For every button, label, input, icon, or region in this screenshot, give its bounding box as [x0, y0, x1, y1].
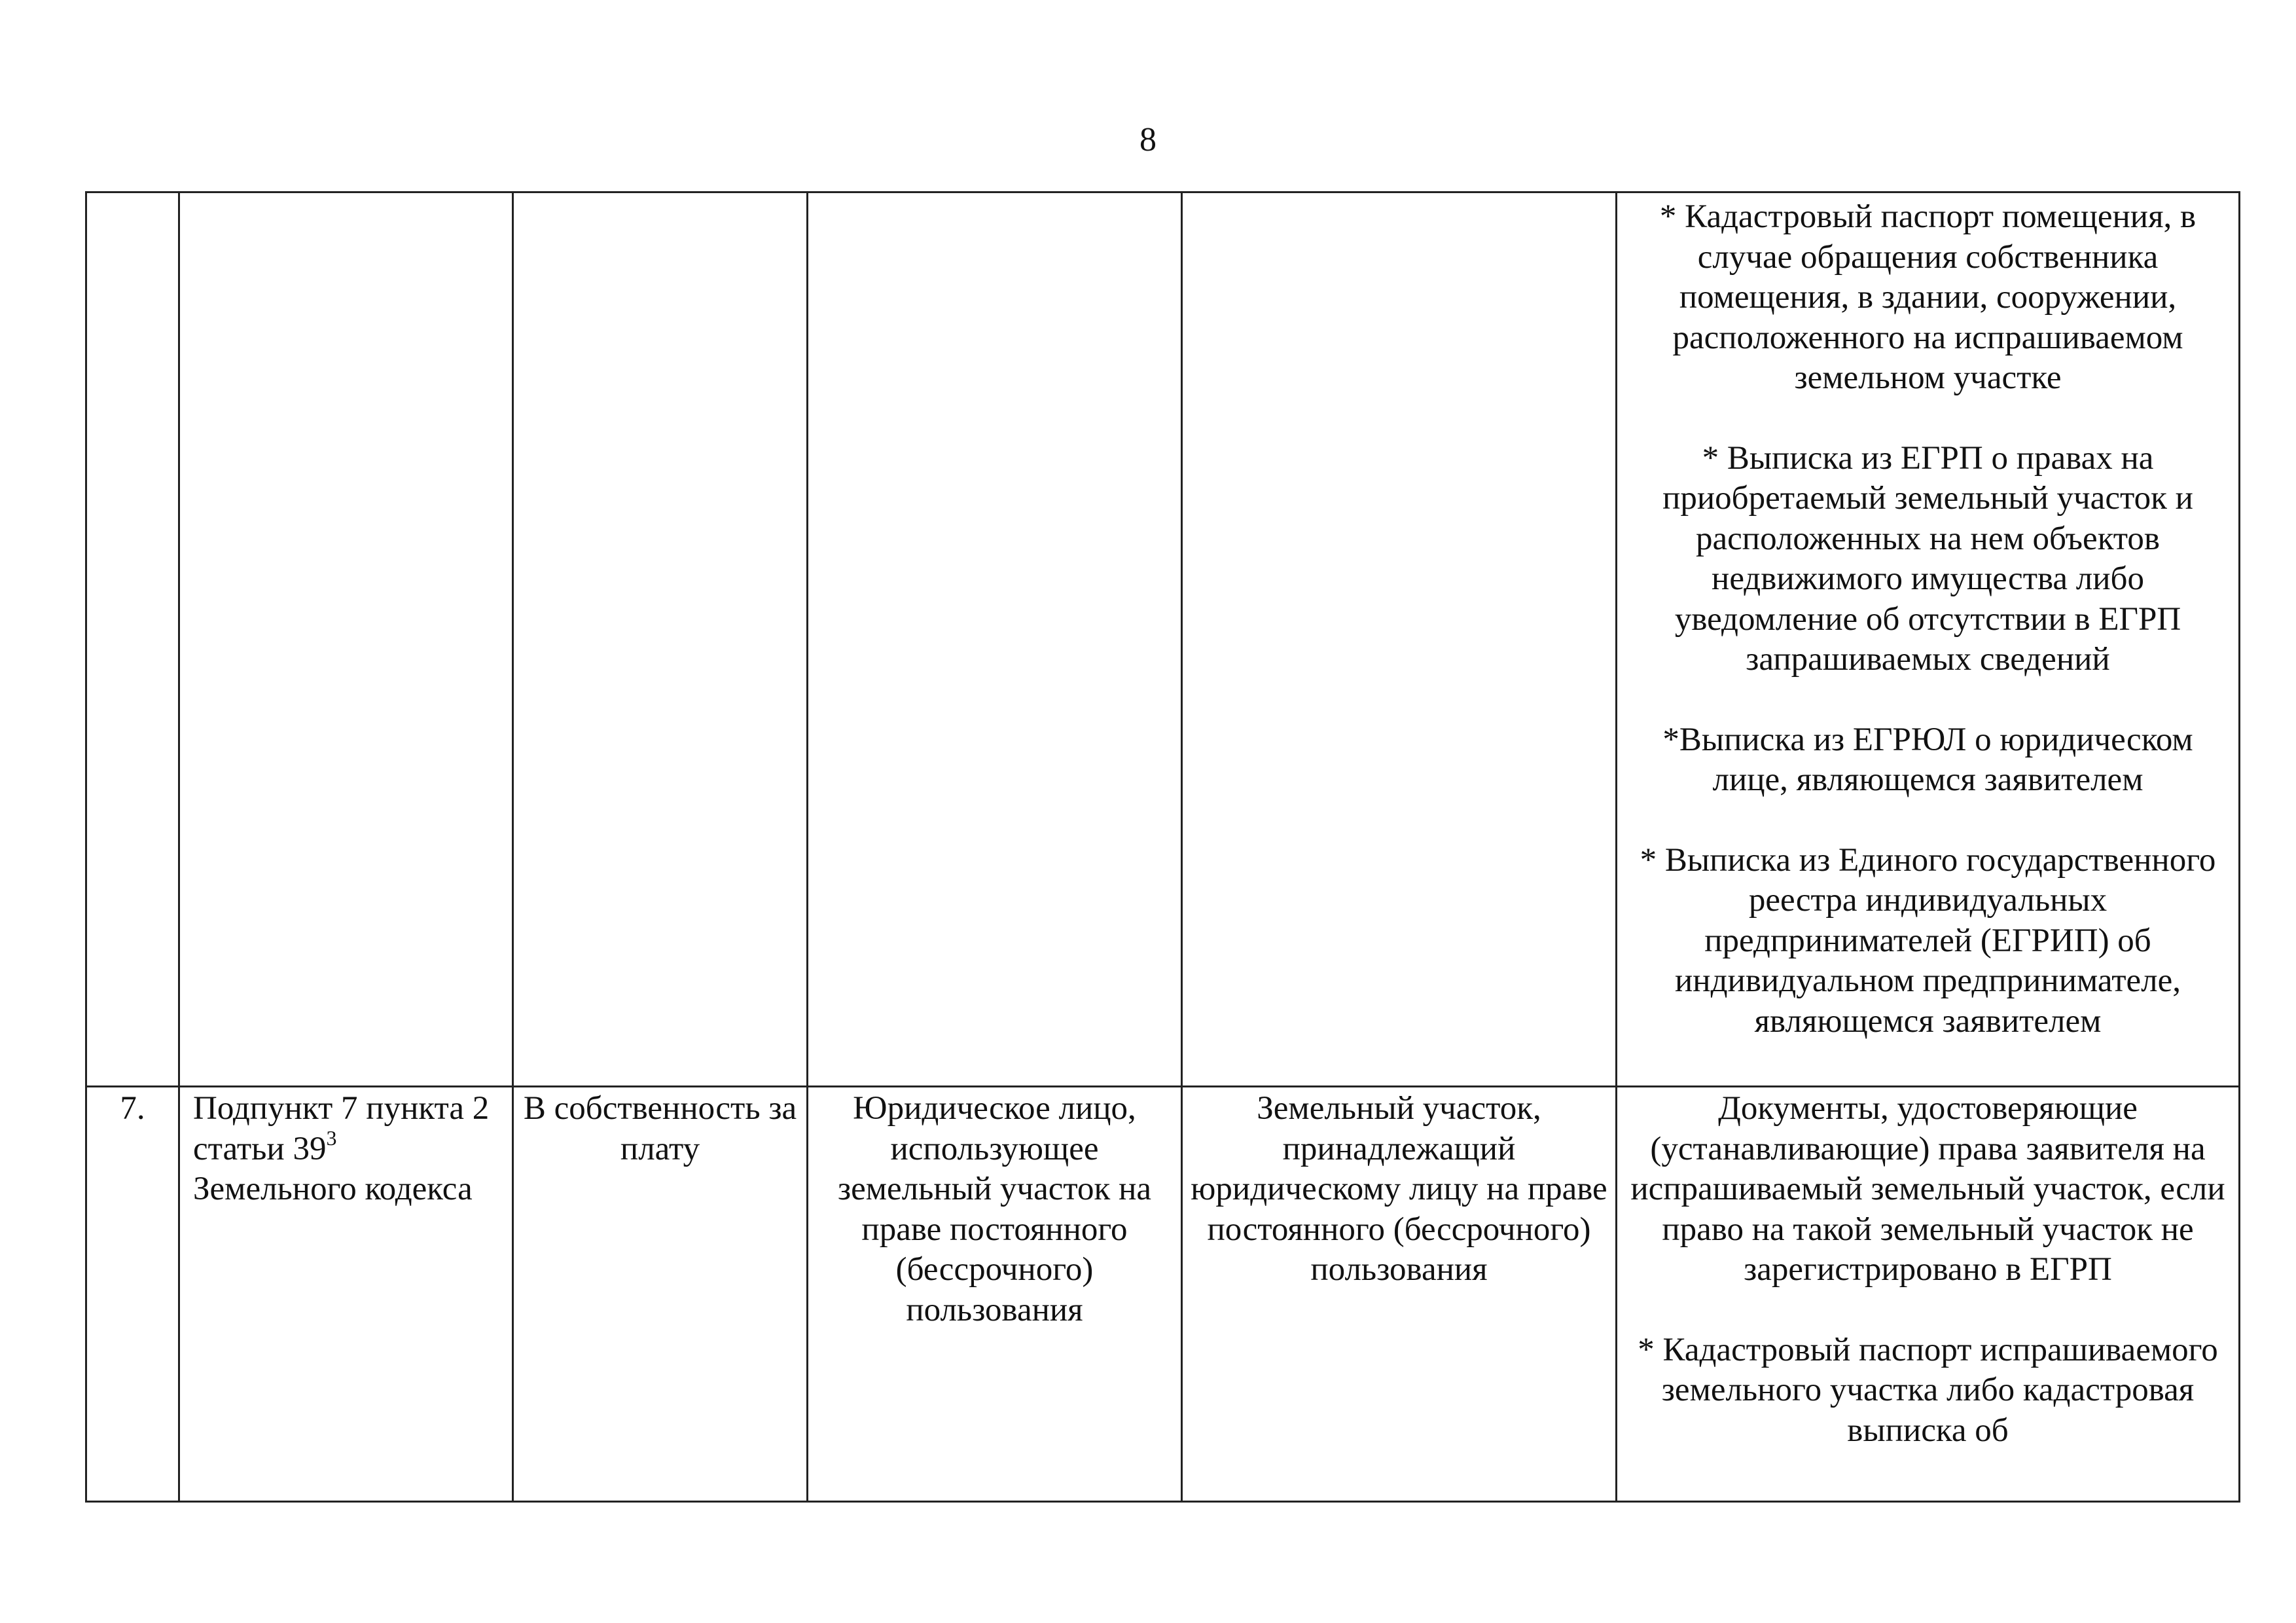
land-plot: Земельный участок, принадлежащий юридическому лицу на праве постоянного (бессрочного) пользования: [1182, 1087, 1617, 1502]
row-number: 7.: [86, 1087, 179, 1502]
applicant: Юридическое лицо, использующее земельный участок на праве постоянного (бессрочного) пользования: [808, 1087, 1182, 1502]
cell-applicant: [808, 192, 1182, 1087]
legal-basis: [179, 1087, 513, 1502]
table-row-continuation: [86, 192, 2240, 1087]
cell-documents: [1617, 192, 2240, 1087]
legal-basis-suffix: Земельного кодекса: [193, 1171, 473, 1207]
page-number: 8: [1139, 121, 1157, 158]
document-item: * Кадастровый паспорт помещения, в случае обращения собственника помещения, в здании, сооружении, расположенного на испрашиваемом земельном участке: [1659, 198, 2197, 396]
cell-land-plot: [1182, 192, 1617, 1087]
table-row-7: [86, 1087, 2240, 1502]
cell-number: [86, 192, 179, 1087]
document-item: Документы, удостоверяющие (устанавливающие) права заявителя на испрашиваемый земельный участок, если право на такой земельный участок не зарегистрировано в ЕГРП: [1630, 1090, 2225, 1288]
cell-basis: [179, 192, 513, 1087]
document-item: * Кадастровый паспорт испрашиваемого земельного участка либо кадастровая выписка об: [1638, 1331, 2218, 1449]
document-item: *Выписка из ЕГРЮЛ о юридическом лице, являющемся заявителем: [1662, 721, 2193, 798]
right-type: В собственность за плату: [513, 1087, 808, 1502]
document-table: [85, 191, 2240, 1503]
document-item: * Выписка из ЕГРП о правах на приобретаемый земельный участок и расположенных на нем объектов недвижимого имущества либо уведомление об отсутствии в ЕГРП запрашиваемых сведений: [1662, 439, 2193, 678]
document-item: * Выписка из Единого государственного реестра индивидуальных предпринимателей (ЕГРИП) об индивидуальном предпринимателе, являющемся заявителем: [1640, 841, 2216, 1040]
legal-basis-prefix: Подпункт 7 пункта 2 статьи 39: [193, 1090, 490, 1167]
documents: [1617, 1087, 2240, 1502]
legal-basis-superscript: 3: [326, 1125, 337, 1150]
cell-right-type: [513, 192, 808, 1087]
